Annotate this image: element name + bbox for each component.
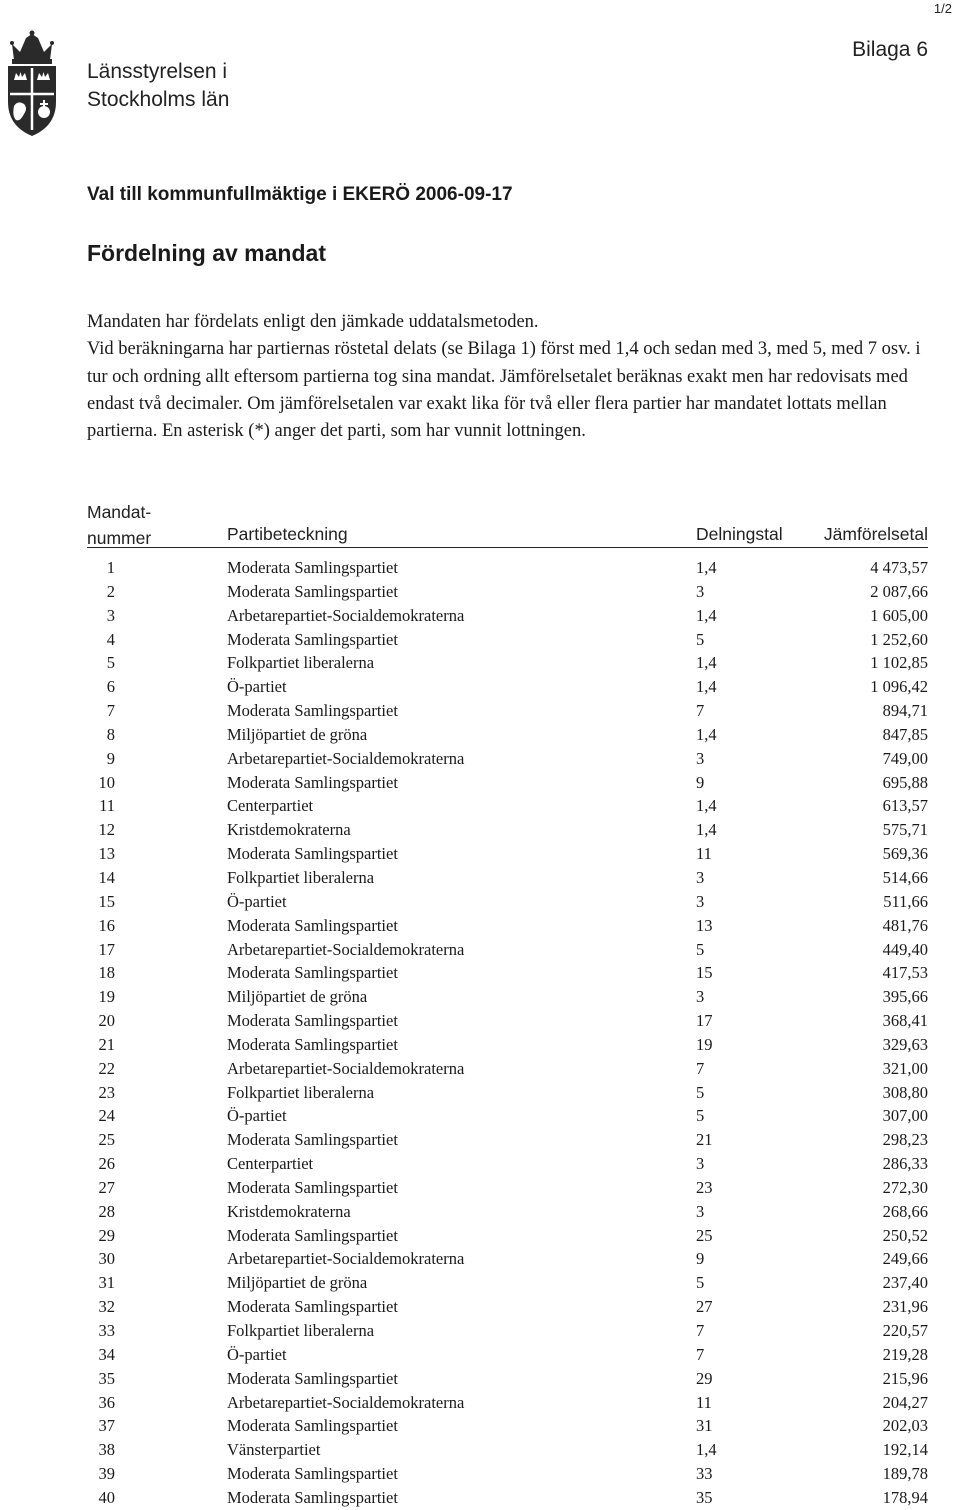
party-name: Moderata Samlingspartiet [227,1416,398,1436]
table-row [87,1343,928,1367]
comparison-value: 268,66 [882,1201,928,1221]
divisor-value: 11 [696,844,712,864]
comparison-value: 368,41 [882,1011,928,1031]
table-row [87,1224,928,1248]
table-row [87,1462,928,1486]
table-row [87,580,928,604]
table-row [87,1128,928,1152]
divisor-value: 1,4 [696,820,717,840]
comparison-value: 569,36 [882,844,928,864]
table-row [87,1247,928,1271]
table-row [87,1367,928,1391]
divisor-value: 7 [696,701,705,721]
divisor-value: 25 [696,1225,713,1245]
divisor-value: 1,4 [696,1440,717,1460]
mandate-number: 27 [98,1177,115,1197]
table-row [87,818,928,842]
divisor-value: 35 [696,1487,713,1507]
comparison-value: 417,53 [882,963,928,983]
table-row [87,1057,928,1081]
header-mandate-number-line2: nummer [87,528,152,548]
mandate-number: 15 [98,891,115,911]
header-mandate-number-line1: Mandat- [87,502,152,522]
divisor-value: 3 [696,867,705,887]
mandate-number: 12 [98,820,115,840]
comparison-value: 219,28 [882,1344,928,1364]
attachment-label: Bilaga 6 [852,38,928,61]
table-row [87,556,928,580]
comparison-value: 575,71 [882,820,928,840]
comparison-value: 237,40 [882,1273,928,1293]
mandate-number: 11 [99,796,115,816]
comparison-value: 695,88 [882,772,928,792]
divisor-value: 3 [696,987,705,1007]
coat-of-arms-icon [2,30,62,138]
table-header [87,499,928,548]
divisor-value: 5 [696,939,705,959]
mandate-number: 13 [98,844,115,864]
party-name: Moderata Samlingspartiet [227,1177,398,1197]
mandate-number: 24 [98,1106,115,1126]
party-name: Arbetarepartiet-Socialdemokraterna [227,748,465,768]
divisor-value: 7 [696,1321,705,1340]
comparison-value: 272,30 [882,1177,928,1197]
divisor-value: 5 [696,1106,705,1126]
agency-name-line2: Stockholms län [87,88,230,111]
party-name: Arbetarepartiet-Socialdemokraterna [227,939,465,959]
mandate-number: 32 [98,1297,115,1317]
comparison-value: 204,27 [882,1392,928,1412]
party-name: Moderata Samlingspartiet [227,1368,398,1388]
party-name: Ö-partiet [227,891,287,911]
table-row [87,1009,928,1033]
divisor-value: 27 [696,1297,713,1317]
comparison-value: 189,78 [882,1464,928,1484]
mandate-number: 31 [98,1273,115,1293]
comparison-value: 481,76 [882,915,928,935]
party-name: Ö-partiet [227,677,287,697]
divisor-value: 15 [696,963,713,983]
party-name: Kristdemokraterna [227,1201,351,1221]
comparison-value: 395,66 [882,987,928,1007]
party-name: Kristdemokraterna [227,820,351,840]
party-name: Moderata Samlingspartiet [227,772,398,792]
table-row [87,1271,928,1295]
mandate-number: 16 [98,915,115,935]
mandate-number: 20 [98,1011,115,1031]
table-row [87,628,928,652]
divisor-value: 17 [696,1011,713,1031]
party-name: Folkpartiet liberalerna [227,1321,375,1340]
comparison-value: 192,14 [882,1440,928,1460]
header-mandate-number [87,499,151,551]
comparison-value: 1 096,42 [870,677,928,697]
table-row [87,1295,928,1319]
party-name: Moderata Samlingspartiet [227,1487,398,1507]
table-row [87,794,928,818]
party-name: Arbetarepartiet-Socialdemokraterna [227,1392,465,1412]
document-title: Val till kommunfullmäktige i EKERÖ 2006-09-17 [87,184,513,205]
comparison-value: 749,00 [882,748,928,768]
comparison-value: 511,66 [883,891,928,911]
intro-paragraph [87,309,932,445]
party-name: Miljöpartiet de gröna [227,1273,368,1293]
agency-name-line1: Länsstyrelsen i [87,60,228,83]
party-name: Arbetarepartiet-Socialdemokraterna [227,605,465,625]
party-name: Moderata Samlingspartiet [227,701,398,721]
party-name: Arbetarepartiet-Socialdemokraterna [227,1249,465,1269]
party-name: Moderata Samlingspartiet [227,915,398,935]
comparison-value: 307,00 [882,1106,928,1126]
mandate-number: 39 [98,1464,115,1484]
intro-line-1: Mandaten har fördelats enligt den jämkade uddatalsmetoden. [87,312,539,332]
mandate-number: 36 [98,1392,115,1412]
table-row [87,1081,928,1105]
table-row [87,771,928,795]
divisor-value: 5 [696,1273,705,1293]
mandate-number: 8 [106,724,115,744]
party-name: Vänsterpartiet [227,1440,321,1460]
divisor-value: 31 [696,1416,713,1436]
mandate-number: 19 [98,987,115,1007]
party-name: Moderata Samlingspartiet [227,1464,398,1484]
table-row [87,1176,928,1200]
divisor-value: 19 [696,1034,713,1054]
table-row [87,723,928,747]
mandate-number: 26 [98,1154,115,1174]
table-row [87,938,928,962]
party-name: Folkpartiet liberalerna [227,867,375,887]
mandate-number: 25 [98,1130,115,1150]
divisor-value: 23 [696,1177,713,1197]
mandate-number: 33 [98,1321,115,1340]
comparison-value: 178,94 [882,1487,928,1507]
divisor-value: 3 [696,1201,705,1221]
mandate-number: 6 [106,677,115,697]
table-row [87,914,928,938]
party-name: Folkpartiet liberalerna [227,653,375,673]
party-name: Moderata Samlingspartiet [227,844,398,864]
table-row [87,747,928,771]
divisor-value: 7 [696,1344,705,1364]
table-row [87,604,928,628]
divisor-value: 13 [696,915,713,935]
table-row [87,985,928,1009]
party-name: Moderata Samlingspartiet [227,963,398,983]
mandate-number: 3 [106,605,115,625]
divisor-value: 1,4 [696,605,717,625]
comparison-value: 449,40 [882,939,928,959]
comparison-value: 847,85 [882,724,928,744]
comparison-value: 514,66 [882,867,928,887]
party-name: Miljöpartiet de gröna [227,724,368,744]
party-name: Moderata Samlingspartiet [227,558,398,577]
comparison-value: 215,96 [882,1368,928,1388]
comparison-value: 250,52 [882,1225,928,1245]
comparison-value: 231,96 [882,1297,928,1317]
page-number: 1/2 [933,1,952,16]
mandate-number: 7 [106,701,115,721]
table-row [87,866,928,890]
divisor-value: 11 [696,1392,712,1412]
party-name: Moderata Samlingspartiet [227,1225,398,1245]
table-row [87,1414,928,1438]
party-name: Miljöpartiet de gröna [227,987,368,1007]
divisor-value: 1,4 [696,677,717,697]
party-name: Ö-partiet [227,1106,287,1126]
divisor-value: 21 [696,1130,713,1150]
mandate-number: 21 [98,1034,115,1054]
table-row [87,890,928,914]
mandate-table-body [87,556,928,1510]
table-row [87,1486,928,1510]
mandate-number: 38 [98,1440,115,1460]
section-title: Fördelning av mandat [87,240,326,266]
agency-name [87,58,229,114]
party-name: Moderata Samlingspartiet [227,1011,398,1031]
page-header [0,30,960,140]
comparison-value: 321,00 [882,1058,928,1078]
party-name: Ö-partiet [227,1344,287,1364]
divisor-value: 5 [696,1082,705,1102]
table-row [87,1200,928,1224]
table-row [87,1319,928,1343]
mandate-number: 9 [106,748,115,768]
mandate-number: 22 [98,1058,115,1078]
mandate-number: 17 [98,939,115,959]
party-name: Moderata Samlingspartiet [227,1034,398,1054]
header-divisor: Delningstal [696,524,783,544]
comparison-value: 2 087,66 [870,581,928,601]
mandate-number: 30 [98,1249,115,1269]
table-row [87,1033,928,1057]
comparison-value: 613,57 [882,796,928,816]
mandate-number: 1 [106,558,115,577]
table-row [87,675,928,699]
comparison-value: 1 252,60 [870,629,928,649]
intro-body: Vid beräkningarna har partiernas röstetal delats (se Bilaga 1) först med 1,4 och sedan med 3, med 5, med 7 osv. i tur och ordning allt eftersom partierna tog sina mandat. Jämförelsetalet beräknas exakt men har redovisats med endast två decimaler. Om jämförelsetalen var exakt lika för två eller flera partier har mandatet lottats mellan partierna. En asterisk (*) anger det parti, som har vunnit lottningen. [87,339,921,442]
table-row [87,1152,928,1176]
comparison-value: 202,03 [882,1416,928,1436]
divisor-value: 33 [696,1464,713,1484]
mandate-number: 18 [98,963,115,983]
divisor-value: 1,4 [696,724,717,744]
divisor-value: 1,4 [696,796,717,816]
table-row [87,1438,928,1462]
party-name: Arbetarepartiet-Socialdemokraterna [227,1058,465,1078]
divisor-value: 5 [696,629,705,649]
comparison-value: 1 605,00 [870,605,928,625]
party-name: Moderata Samlingspartiet [227,1130,398,1150]
comparison-value: 220,57 [882,1321,928,1340]
table-row [87,1104,928,1128]
divisor-value: 9 [696,772,705,792]
mandate-number: 37 [98,1416,115,1436]
mandate-number: 5 [106,653,115,673]
mandate-number: 35 [98,1368,115,1388]
mandate-number: 14 [98,867,115,887]
divisor-value: 1,4 [696,558,717,577]
mandate-number: 28 [98,1201,115,1221]
header-party: Partibeteckning [227,524,348,544]
comparison-value: 286,33 [882,1154,928,1174]
comparison-value: 1 102,85 [870,653,928,673]
mandate-number: 40 [98,1487,115,1507]
table-row [87,651,928,675]
table-row [87,1391,928,1415]
divisor-value: 3 [696,1154,705,1174]
divisor-value: 9 [696,1249,705,1269]
divisor-value: 3 [696,891,705,911]
header-comparison: Jämförelsetal [823,524,928,544]
party-name: Folkpartiet liberalerna [227,1082,375,1102]
party-name: Centerpartiet [227,1154,314,1174]
mandate-number: 29 [98,1225,115,1245]
mandate-number: 34 [98,1344,115,1364]
comparison-value: 329,63 [882,1034,928,1054]
table-row [87,961,928,985]
party-name: Moderata Samlingspartiet [227,1297,398,1317]
mandate-number: 23 [98,1082,115,1102]
divisor-value: 1,4 [696,653,717,673]
table-row [87,842,928,866]
comparison-value: 894,71 [882,701,928,721]
mandate-number: 4 [106,629,115,649]
party-name: Moderata Samlingspartiet [227,581,398,601]
comparison-value: 298,23 [882,1130,928,1150]
mandate-number: 10 [98,772,115,792]
comparison-value: 308,80 [882,1082,928,1102]
divisor-value: 29 [696,1368,713,1388]
divisor-value: 3 [696,581,705,601]
party-name: Moderata Samlingspartiet [227,629,398,649]
divisor-value: 7 [696,1058,705,1078]
party-name: Centerpartiet [227,796,314,816]
comparison-value: 249,66 [882,1249,928,1269]
divisor-value: 3 [696,748,705,768]
table-row [87,699,928,723]
mandate-number: 2 [106,581,115,601]
comparison-value: 4 473,57 [870,558,928,577]
